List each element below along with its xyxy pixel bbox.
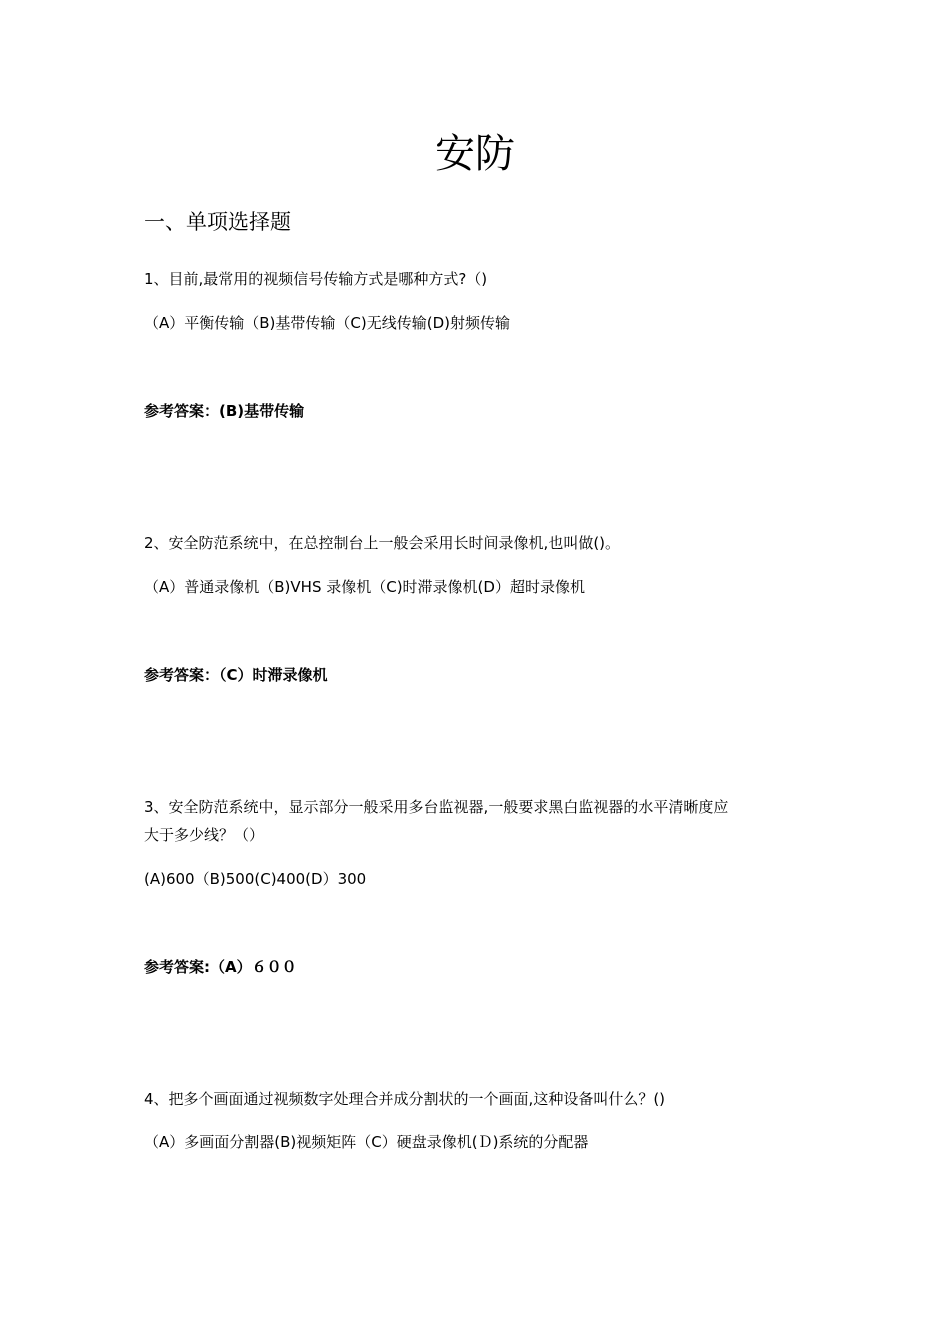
question-3-text-line-2: 大于多少线？（） bbox=[144, 826, 265, 844]
question-3-answer: 参考答案:（A）６００ bbox=[144, 958, 297, 976]
question-3-text-line-1: 3、安全防范系统中，显示部分一般采用多台监视器,一般要求黑白监视器的水平清晰度应 bbox=[144, 798, 729, 816]
question-4-text: 4、把多个画面通过视频数字处理合并成分割状的一个画面,这种设备叫什么？() bbox=[144, 1090, 666, 1108]
question-4-options: （A）多画面分割器(B)视频矩阵（C）硬盘录像机(Ｄ)系统的分配器 bbox=[144, 1133, 589, 1151]
question-2-options: （A）普通录像机（B)VHS 录像机（C)时滞录像机(D）超时录像机 bbox=[144, 578, 585, 596]
question-1-options: （A）平衡传输（B)基带传输（C)无线传输(D)射频传输 bbox=[144, 314, 510, 332]
question-1-text: 1、目前,最常用的视频信号传输方式是哪种方式?（) bbox=[144, 270, 488, 288]
question-3-options: (A)600（B)500(C)400(D）300 bbox=[144, 870, 367, 888]
question-2-text: 2、安全防范系统中，在总控制台上一般会采用长时间录像机,也叫做()。 bbox=[144, 534, 621, 552]
document-title: 安防 bbox=[435, 131, 515, 177]
question-2-answer: 参考答案：（C）时滞录像机 bbox=[144, 666, 328, 684]
section-heading: 一、单项选择题 bbox=[144, 210, 291, 234]
question-1-answer: 参考答案：(B)基带传输 bbox=[144, 402, 305, 420]
